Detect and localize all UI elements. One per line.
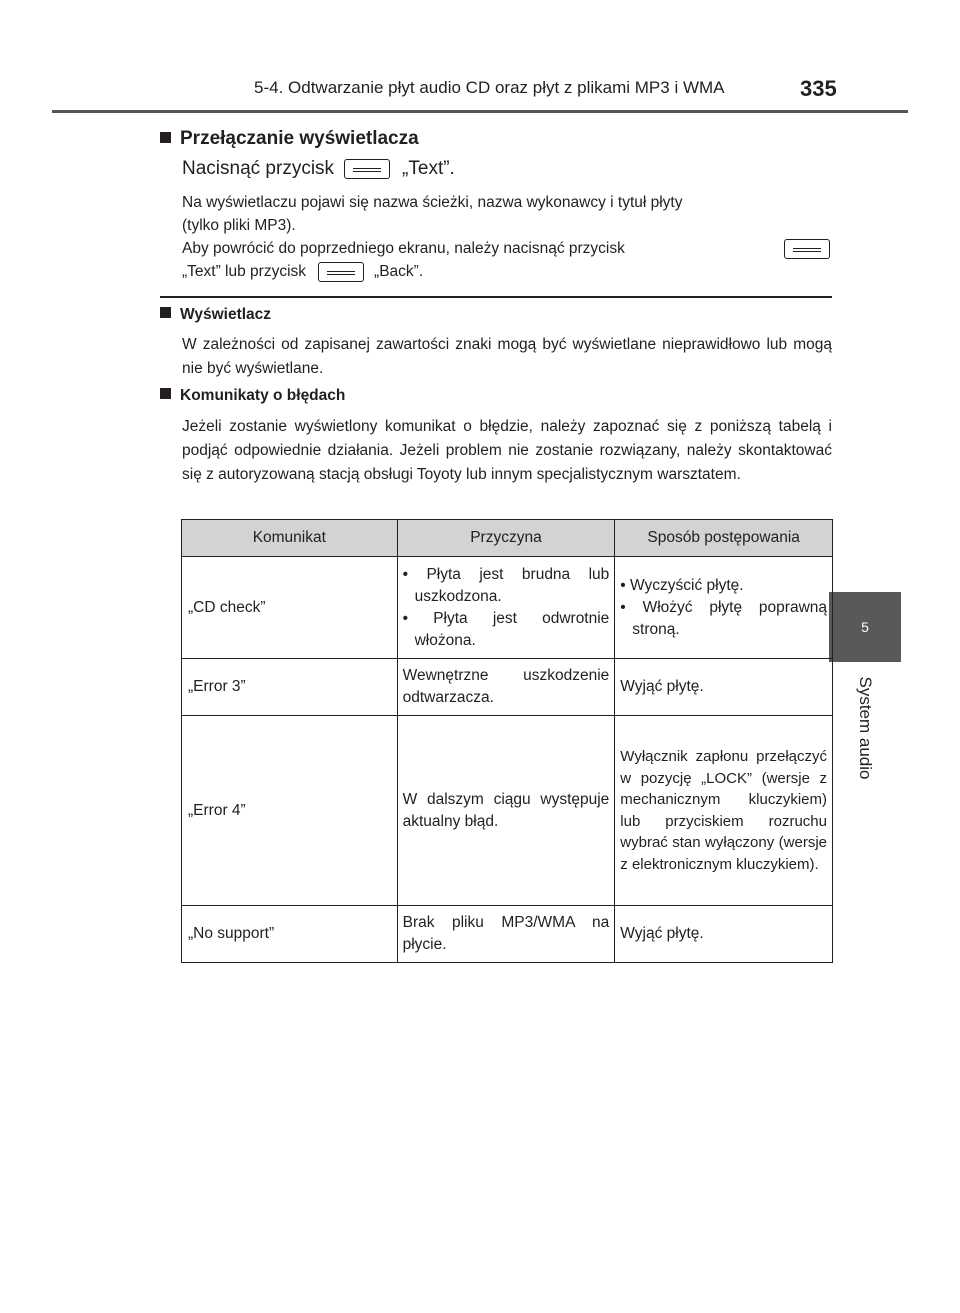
square-bullet-icon xyxy=(160,132,171,143)
para-line: Na wyświetlaczu pojawi się nazwa ścieżki, nazwa wykonawcy i tytuł płyty xyxy=(182,194,683,211)
cause-cell: W dalszym ciągu występuje aktualny błąd. xyxy=(397,716,615,906)
column-header-message: Komunikat xyxy=(182,520,398,557)
list-item: • Płyta jest brudna lub uszkodzona. xyxy=(402,565,610,605)
error-messages-table xyxy=(181,519,833,963)
action-cell: Wyjąć płytę. xyxy=(615,906,833,963)
cause-cell: Brak pliku MP3/WMA na płycie. xyxy=(397,906,615,963)
table-header-row xyxy=(182,520,833,557)
cause-cell: Wewnętrzne uszkodzenie odtwarzacza. xyxy=(397,659,615,716)
section-heading-text: Przełączanie wyświetlacza xyxy=(180,128,419,149)
chapter-tab-label-text: System audio xyxy=(856,676,875,780)
text-button-icon xyxy=(784,239,830,259)
cause-cell xyxy=(397,557,615,659)
action-cell xyxy=(615,557,833,659)
page-number: 335 xyxy=(800,76,837,101)
chapter-tab-label xyxy=(829,668,901,788)
message-cell: „Error 3” xyxy=(182,659,398,716)
message-cell: „CD check” xyxy=(182,557,398,659)
text-button-icon xyxy=(344,159,390,179)
note-text-errors: Jeżeli zostanie wyświetlony komunikat o błędzie, należy zapoznać się z poniższą tabelą i podjąć odpowiednie działania. Jeżeli problem nie zostanie rozwiązany, należy skontaktować się z autoryzowaną stacją obsługi Toyoty lub innym specjalistycznym warsztatem. xyxy=(182,418,832,483)
back-button-icon xyxy=(318,262,364,282)
message-cell: „Error 4” xyxy=(182,716,398,906)
instruction-text-after: „Text”. xyxy=(402,158,455,179)
table-row xyxy=(182,906,833,963)
column-header-action: Sposób postępowania xyxy=(615,520,833,557)
column-header-cause: Przyczyna xyxy=(397,520,615,557)
header-rule xyxy=(52,110,908,113)
display-switch-description xyxy=(182,191,830,283)
instruction-line xyxy=(182,158,455,180)
para-line: (tylko pliki MP3). xyxy=(182,217,296,234)
square-bullet-icon xyxy=(160,388,171,399)
para-line: „Text” lub przycisk „Back”. xyxy=(182,263,424,280)
note-text-display: W zależności od zapisanej zawartości znaki mogą być wyświetlane nieprawidłowo lub mogą nie być wyświetlane. xyxy=(182,336,832,377)
action-cell: Wyjąć płytę. xyxy=(615,659,833,716)
list-item: • Płyta jest odwrotnie włożona. xyxy=(402,609,610,649)
table-row xyxy=(182,716,833,906)
table-row xyxy=(182,557,833,659)
section-heading-display-switch xyxy=(160,128,419,150)
message-cell: „No support” xyxy=(182,906,398,963)
instruction-text-before: Nacisnąć przycisk xyxy=(182,158,335,179)
list-item: • Włożyć płytę poprawną stroną. xyxy=(620,598,827,638)
note-heading-errors: Komunikaty o błędach xyxy=(160,387,345,405)
list-item: • Wyczyścić płytę. xyxy=(620,576,744,594)
square-bullet-icon xyxy=(160,307,171,318)
running-header: 5-4. Odtwarzanie płyt audio CD oraz płyt z plikami MP3 i WMA xyxy=(254,78,725,97)
action-cell: Wyłącznik zapłonu przełączyć w pozycję „LOCK” (wersje z mechanicznym kluczykiem) lub przyciskiem rozruchu wybrać stan wyłączony (wersje z elektronicznym kluczykiem). xyxy=(615,716,833,906)
chapter-tab-number: 5 xyxy=(829,592,901,662)
para-line: Aby powrócić do poprzedniego ekranu, należy nacisnąć przycisk xyxy=(182,237,830,260)
note-heading-display: Wyświetlacz xyxy=(160,306,271,324)
section-divider xyxy=(160,296,832,298)
table-row xyxy=(182,659,833,716)
